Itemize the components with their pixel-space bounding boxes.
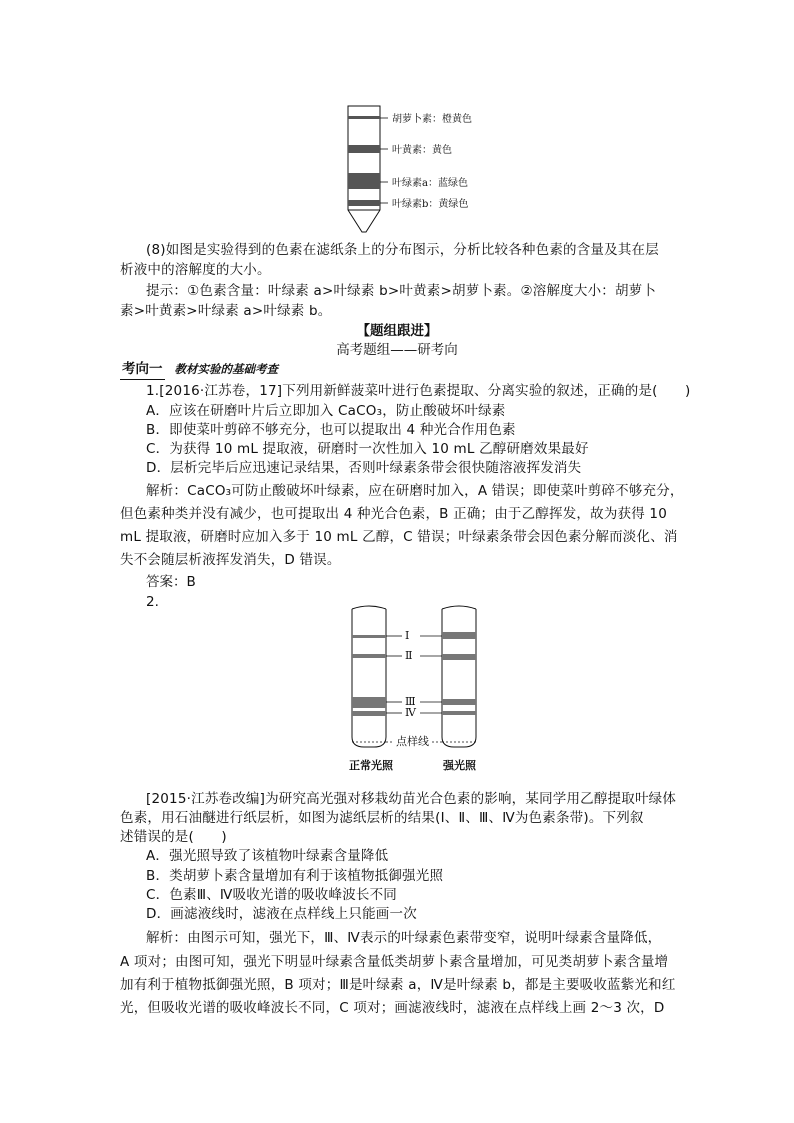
q2-analysis-4: 光，但吸收光谱的吸收峰波长不同，C 项对；画滤液线时，滤液在点样线上画 2～3 次，D [120,1000,665,1016]
strong-band-2 [442,654,476,660]
band-label-ii: Ⅱ [405,649,413,662]
q2-option-a: A．强光照导致了该植物叶绿素含量降低 [146,848,389,864]
strong-light-strip [442,609,476,747]
normal-band-4 [352,711,386,716]
q1-answer: 答案：B [146,574,196,590]
q2-analysis-1: 解析：由图示可知，强光下，Ⅲ、Ⅳ表示的叶绿素色素带变窄，说明叶绿素含量降低， [146,930,662,946]
q1-option-b: B．即使菜叶剪碎不够充分，也可以提取出 4 种光合作用色素 [146,422,516,438]
label-carotene: 胡萝卜素：橙黄色 [392,114,472,125]
q2-stem-3: 述错误的是( ) [120,829,227,845]
hint-line-1: 提示：①色素含量：叶绿素 a>叶绿素 b>叶黄素>胡萝卜素。②溶解度大小：胡萝卜 [146,283,657,299]
caption-strong-light: 强光照 [443,759,476,772]
section-tag-row [120,359,278,380]
section-title: 【题组跟进】 [356,323,438,339]
q2-option-b: B．类胡萝卜素含量增加有利于该植物抵御强光照 [146,868,444,884]
band-carotene [348,116,380,119]
q1-option-a: A．应该在研磨叶片后立即加入 CaCO₃，防止酸破坏叶绿素 [146,403,506,419]
spotting-line-label: 点样线 [396,735,429,748]
q1-option-c: C．为获得 10 mL 提取液，研磨时一次性加入 10 mL 乙醇研磨效果最好 [146,441,589,457]
band-chlorophyll-a [348,173,380,189]
strong-band-4 [442,711,476,715]
normal-band-3 [352,697,386,708]
q2-stem-2: 色素，用石油醚进行纸层析，如图为滤纸层析的结果(Ⅰ、Ⅱ、Ⅲ、Ⅳ为色素条带)。下列叙 [120,810,644,826]
q2-number: 2. [146,594,159,610]
hint-line-2: 素>叶黄素>叶绿素 a>叶绿素 b。 [120,303,332,319]
q2-option-c: C．色素Ⅲ、Ⅳ吸收光谱的吸收峰波长不同 [146,887,397,903]
band-xanthophyll [348,145,380,153]
caption-normal-light: 正常光照 [349,759,393,772]
q1-analysis-2: 但色素种类并没有减少，也可提取出 4 种光合色素，B 正确；由于乙醇挥发，故为获得 10 [120,506,667,522]
normal-light-strip [352,609,386,747]
intro-line-2: 析液中的溶解度的大小。 [120,262,271,278]
q1-option-d: D．层析完毕后应迅速记录结果，否则叶绿素条带会很快随溶液挥发消失 [146,460,582,476]
section-subtitle: 高考题组——研考向 [336,342,458,358]
band-label-i: Ⅰ [405,629,410,642]
band-label-iv: Ⅳ [405,706,416,719]
section-tag: 考向一 [120,359,165,380]
q1-stem: 1.[2016·江苏卷，17]下列用新鲜菠菜叶进行色素提取、分离实验的叙述，正确的是( ) [146,383,691,399]
q2-stem-1: [2015·江苏卷改编]为研究高光强对移栽幼苗光合色素的影响，某同学用乙醇提取叶绿体 [146,791,677,807]
label-chlorophyll-b: 叶绿素b：黄绿色 [392,199,469,210]
q2-analysis-3: 加有利于植物抵御强光照，B 项对；Ⅲ是叶绿素 a，Ⅳ是叶绿素 b，都是主要吸收蓝紫光和红 [120,977,676,993]
q1-analysis-1: 解析：CaCO₃可防止酸破坏叶绿素，应在研磨时加入，A 错误；即使菜叶剪碎不够充分， [146,483,684,499]
q1-analysis-3: mL 提取液，研磨时应加入多于 10 mL 乙醇，C 错误；叶绿素条带会因色素分解而淡化、消 [120,529,678,545]
q1-analysis-4: 失不会随层析液挥发消失，D 错误。 [120,552,341,568]
section-tag-note: 教材实验的基础考查 [174,362,278,376]
strong-band-1 [442,632,476,639]
filter-paper-strip [348,106,380,232]
label-xanthophyll: 叶黄素：黄色 [392,145,452,156]
strong-band-3 [442,699,476,705]
band-chlorophyll-b [348,200,380,206]
q2-option-d: D．画滤液线时，滤液在点样线上只能画一次 [146,906,417,922]
q2-analysis-2: A 项对；由图可知，强光下明显叶绿素含量低类胡萝卜素含量增加，可见类胡萝卜素含量增 [120,954,669,970]
intro-line-1: (8)如图是实验得到的色素在滤纸条上的分布图示，分析比较各种色素的含量及其在层 [146,242,659,258]
normal-band-2 [352,654,386,658]
normal-band-1 [352,635,386,638]
label-chlorophyll-a: 叶绿素a：蓝绿色 [392,178,468,189]
band-label-iii: Ⅲ [405,695,416,708]
